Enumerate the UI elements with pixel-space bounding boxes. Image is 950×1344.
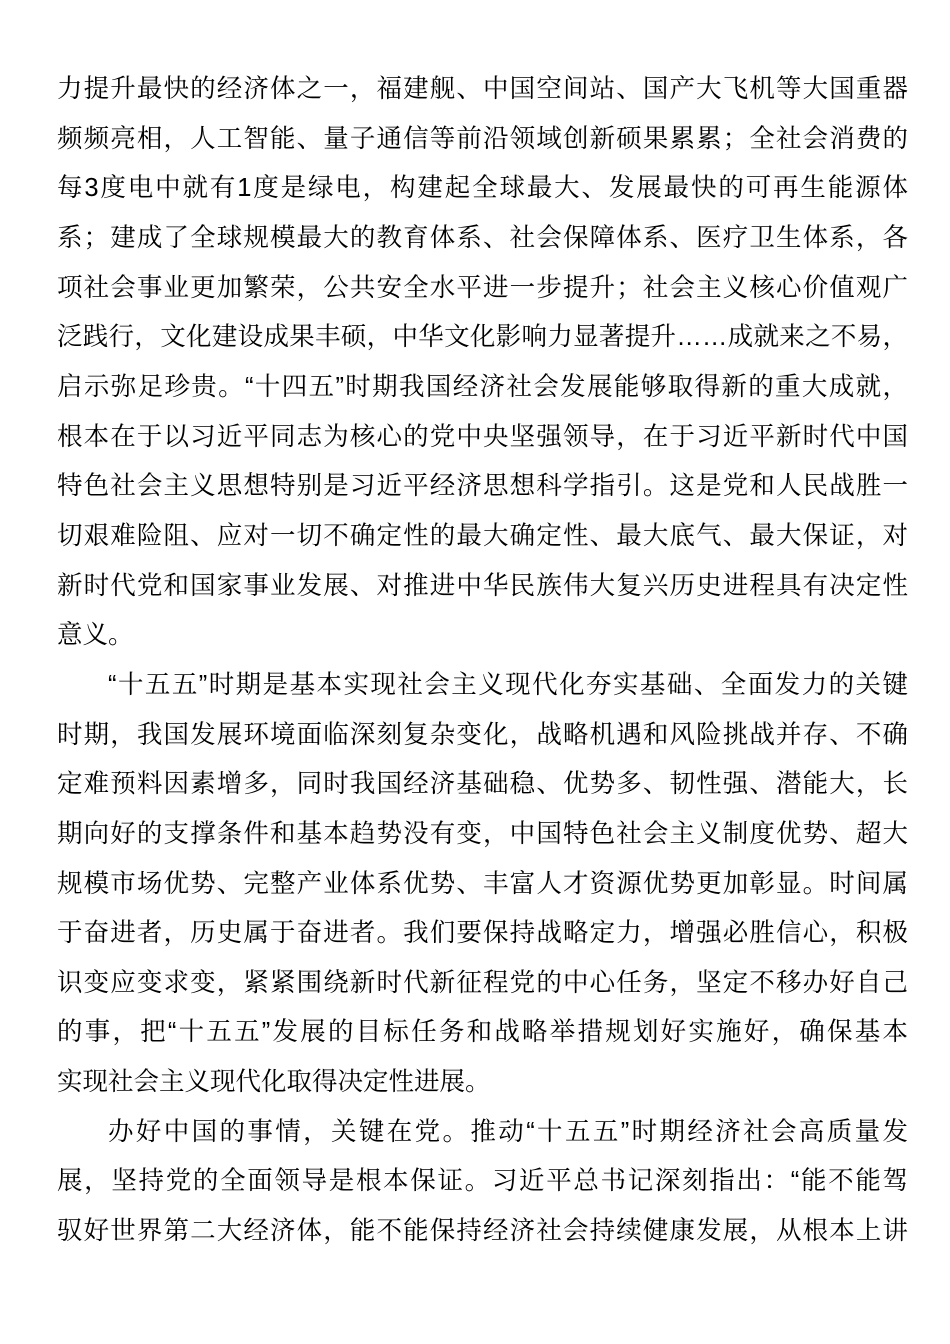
text-line: 新时代党和国家事业发展、对推进中华民族伟大复兴历史进程具有决定性 [57, 571, 908, 600]
paragraph [57, 661, 908, 1108]
text-line: 于奋进者，历史属于奋进者。我们要保持战略定力，增强必胜信心，积极 [57, 919, 908, 948]
text-line: 频频亮相，人工智能、量子通信等前沿领域创新硕果累累；全社会消费的 [57, 124, 908, 153]
text-line: 启示弥足珍贵。“十四五”时期我国经济社会发展能够取得新的重大成就， [57, 372, 908, 401]
document-body [57, 65, 908, 1257]
text-line: 驭好世界第二大经济体，能不能保持经济社会持续健康发展，从根本上讲 [57, 1217, 908, 1246]
text-line: 特色社会主义思想特别是习近平经济思想科学指引。这是党和人民战胜一 [57, 472, 908, 501]
text-line: 规模市场优势、完整产业体系优势、丰富人才资源优势更加彰显。时间属 [57, 869, 908, 898]
text-line: 泛践行，文化建设成果丰硕，中华文化影响力显著提升……成就来之不易， [57, 323, 908, 352]
text-line: 展，坚持党的全面领导是根本保证。习近平总书记深刻指出：“能不能驾 [57, 1167, 908, 1196]
paragraph [57, 65, 908, 661]
text-line: 识变应变求变，紧紧围绕新时代新征程党的中心任务，坚定不移办好自己 [57, 968, 908, 997]
paragraph [57, 1108, 908, 1257]
text-line: 根本在于以习近平同志为核心的党中央坚强领导，在于习近平新时代中国 [57, 422, 908, 451]
text-line: 实现社会主义现代化取得决定性进展。 [57, 1068, 491, 1097]
text-line: 意义。 [57, 621, 134, 650]
text-line: 切艰难险阻、应对一切不确定性的最大确定性、最大底气、最大保证，对 [57, 521, 908, 550]
text-line: 时期，我国发展环境面临深刻复杂变化，战略机遇和风险挑战并存、不确 [57, 720, 908, 749]
text-line: 每3度电中就有1度是绿电，构建起全球最大、发展最快的可再生能源体 [57, 174, 908, 203]
text-line: 定难预料因素增多，同时我国经济基础稳、优势多、韧性强、潜能大，长 [57, 770, 908, 799]
text-line: 项社会事业更加繁荣，公共安全水平进一步提升；社会主义核心价值观广 [57, 273, 908, 302]
text-line: “十五五”时期是基本实现社会主义现代化夯实基础、全面发力的关键 [108, 670, 908, 699]
text-line: 的事，把“十五五”发展的目标任务和战略举措规划好实施好，确保基本 [57, 1018, 908, 1047]
text-line: 期向好的支撑条件和基本趋势没有变，中国特色社会主义制度优势、超大 [57, 819, 908, 848]
text-line: 系；建成了全球规模最大的教育体系、社会保障体系、医疗卫生体系，各 [57, 223, 908, 252]
text-line: 力提升最快的经济体之一，福建舰、中国空间站、国产大飞机等大国重器 [57, 75, 908, 103]
text-line: 办好中国的事情，关键在党。推动“十五五”时期经济社会高质量发 [108, 1117, 908, 1146]
